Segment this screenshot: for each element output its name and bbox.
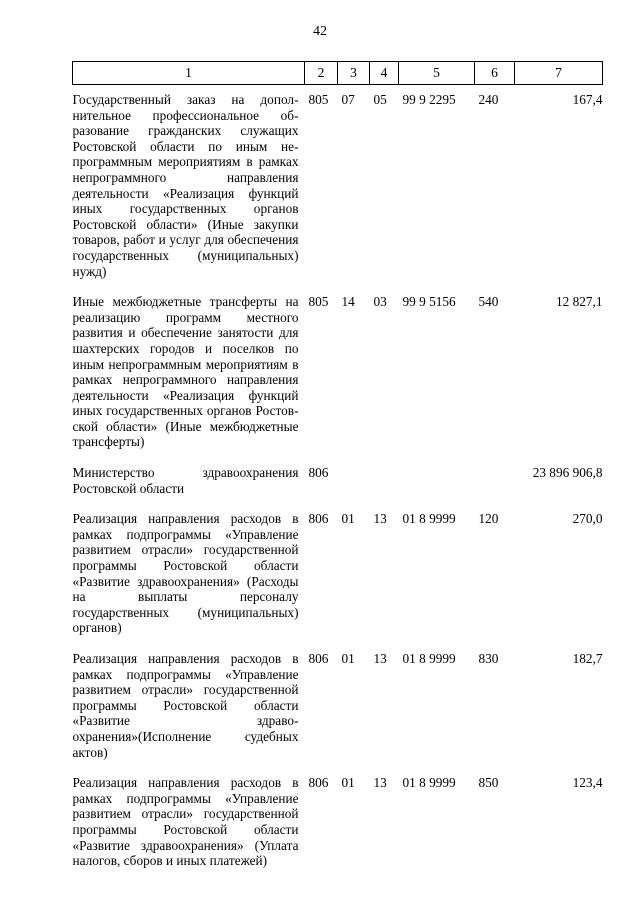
table-row [73, 294, 603, 465]
header-col-1: 1 [73, 62, 305, 85]
row-csr: 01 8 9999 [402, 511, 456, 527]
budget-table [72, 61, 603, 884]
row-pr: 13 [373, 511, 387, 527]
row-ved: 806 [308, 651, 329, 666]
header-col-6: 6 [475, 62, 515, 85]
header-col-2: 2 [305, 62, 338, 85]
row-rz: 01 [341, 775, 355, 791]
row-csr: 99 9 5156 [402, 294, 456, 310]
row-name: Реализация направления расходов в рамках подпрограммы «Управление развитием отрасли» государственной программы Ростовской области «Развитие здравоохранения» (Расходы на выплаты персоналу государственных (муниципальных) органов) [72, 511, 299, 636]
row-csr: 99 9 2295 [402, 92, 456, 107]
row-sum: 12 827,1 [555, 294, 603, 310]
table-row [73, 775, 603, 884]
row-sum: 167,4 [572, 92, 603, 107]
header-col-3: 3 [338, 62, 370, 85]
header-col-4: 4 [370, 62, 399, 85]
row-vr: 120 [478, 511, 499, 527]
row-sum: 123,4 [572, 775, 603, 791]
row-name: Реализация направления расходов в рамках подпрограммы «Управление развитием отрасли» государственной программы Ростовской области «Развитие здравоохранения»(Исполнение судебных актов) [72, 651, 299, 760]
row-sum: 182,7 [572, 651, 603, 666]
row-ved: 805 [308, 294, 329, 310]
row-vr: 240 [478, 92, 499, 107]
header-row [73, 62, 603, 85]
row-vr: 850 [478, 775, 499, 791]
table-header [73, 62, 603, 85]
row-pr: 13 [373, 651, 387, 666]
row-rz: 01 [341, 511, 355, 527]
table-row [73, 511, 603, 651]
row-rz: 01 [341, 651, 355, 666]
row-ved: 805 [308, 92, 329, 107]
row-vr [475, 465, 515, 511]
row-sum: 23 896 906,8 [532, 465, 603, 481]
row-name: Иные межбюджетные трансферты на реализацию программ местного развития и обеспечение занятости для шахтерских городов и поселков по иным непрограммным мероприятиям в рамках непрограммного направления деятельности «Реализация функций иных государственных органов Ростовской области» (Иные межбюджетные трансферты) [72, 294, 299, 450]
row-ved: 806 [308, 775, 329, 791]
table-body [73, 85, 603, 884]
page-number: 42 [313, 24, 327, 39]
table-row [73, 85, 603, 295]
table-row [73, 465, 603, 511]
row-rz: 07 [341, 92, 355, 107]
table-row [73, 651, 603, 775]
row-csr [399, 465, 475, 511]
row-name: Министерство здравоохранения Ростовской области [72, 465, 299, 496]
row-name: Реализация направления расходов в рамках подпрограммы «Управление развитием отрасли» государственной программы Ростовской области «Развитие здравоохранения» (Уплата налогов, сборов и иных платежей) [72, 775, 299, 869]
row-pr [370, 465, 399, 511]
row-ved: 806 [308, 511, 329, 527]
row-sum: 270,0 [572, 511, 603, 527]
row-name: Государственный заказ на дополнительное профессиональное образование гражданских служащих Ростовской области по иным непрограммным мероприятиям в рамках непрограммного направления деятельности «Реализация функций иных государственных органов Ростовской области» (Иные закупки товаров, работ и услуг для обеспечения государственных (муниципальных) нужд) [72, 92, 299, 279]
row-csr: 01 8 9999 [402, 775, 456, 791]
row-pr: 03 [373, 294, 387, 310]
row-vr: 540 [478, 294, 499, 310]
row-pr: 13 [373, 775, 387, 791]
row-rz: 14 [341, 294, 355, 310]
row-pr: 05 [373, 92, 387, 107]
row-rz [338, 465, 370, 511]
header-col-5: 5 [399, 62, 475, 85]
row-vr: 830 [478, 651, 499, 666]
row-ved: 806 [308, 465, 329, 481]
row-csr: 01 8 9999 [402, 651, 456, 666]
header-col-7: 7 [515, 62, 603, 85]
